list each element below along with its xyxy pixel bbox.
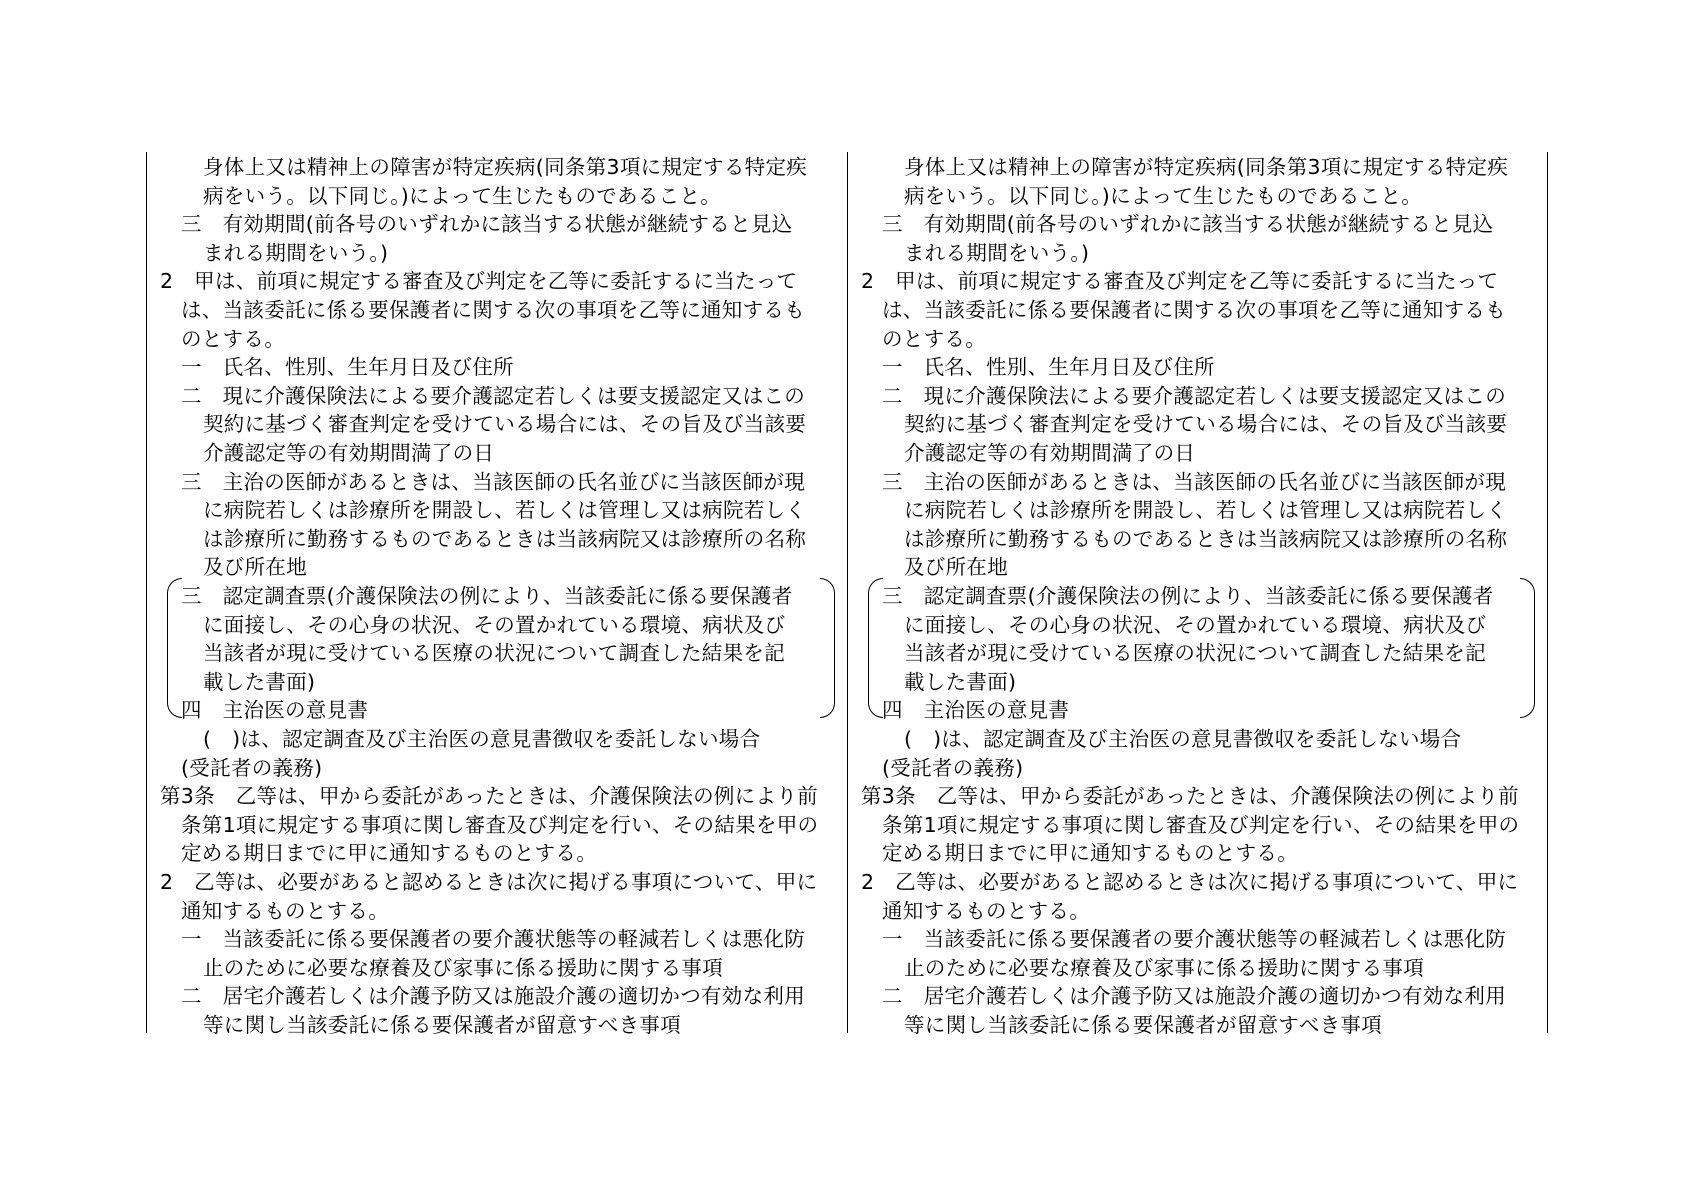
document-line: のとする。 — [181, 326, 285, 351]
document-line: 第3条 乙等は、甲から委託があったときは、介護保険法の例により前 — [861, 784, 1519, 809]
document-line: 身体上又は精神上の障害が特定疾病(同条第3項に規定する特定疾 — [203, 155, 808, 179]
document-line: まれる期間をいう。) — [904, 240, 1090, 265]
document-line: は診療所に勤務するものであるときは当該病院又は診療所の名称 — [904, 526, 1508, 551]
document-line: 及び所在地 — [904, 555, 1008, 580]
document-line: は、当該委託に係る要保護者に関する次の事項を乙等に通知するも — [181, 298, 805, 322]
document-line: 一 氏名、性別、生年月日及び住所 — [181, 355, 514, 380]
document-line: ( )は、認定調査及び主治医の意見書徴収を委託しない場合 — [904, 727, 1462, 751]
document-line: 等に関し当該委託に係る要保護者が留意すべき事項 — [904, 1013, 1382, 1037]
document-line: 定める期日までに甲に通知するものとする。 — [181, 841, 597, 866]
document-line: に病院若しくは診療所を開設し、若しくは管理し又は病院若しく — [203, 498, 807, 523]
document-line: 三 認定調査票(介護保険法の例により、当該委託に係る要保護者 — [882, 584, 1494, 608]
document-line: 介護認定等の有効期間満了の日 — [904, 441, 1196, 465]
document-line: に面接し、その心身の状況、その置かれている環境、病状及び — [904, 612, 1487, 637]
document-line: 身体上又は精神上の障害が特定疾病(同条第3項に規定する特定疾 — [904, 155, 1509, 179]
document-line: 三 認定調査票(介護保険法の例により、当該委託に係る要保護者 — [181, 584, 793, 608]
document-line: (受託者の義務) — [181, 755, 323, 780]
text-column-right — [848, 152, 1548, 1037]
bracket-right-open — [868, 578, 883, 718]
document-line: 病をいう。以下同じ。)によって生じたものであること。 — [203, 183, 722, 208]
document-line: ( )は、認定調査及び主治医の意見書徴収を委託しない場合 — [203, 727, 761, 751]
text-column-left — [147, 152, 847, 1037]
document-line: 二 現に介護保険法による要介護認定若しくは要支援認定又はこの — [882, 383, 1506, 408]
document-line: (受託者の義務) — [882, 755, 1024, 780]
bracket-left-close — [820, 578, 835, 718]
bracket-left-open — [167, 578, 182, 718]
document-line: 及び所在地 — [203, 555, 307, 580]
document-line: 止のために必要な療養及び家事に係る援助に関する事項 — [904, 955, 1424, 980]
document-line: 定める期日までに甲に通知するものとする。 — [882, 841, 1298, 866]
document-line: 止のために必要な療養及び家事に係る援助に関する事項 — [203, 955, 723, 980]
document-line: 当該者が現に受けている医療の状況について調査した結果を記 — [904, 641, 1486, 666]
document-line: のとする。 — [882, 326, 986, 351]
document-line: まれる期間をいう。) — [203, 240, 389, 265]
document-line: 二 居宅介護若しくは介護予防又は施設介護の適切かつ有効な利用 — [882, 984, 1506, 1009]
bracket-right-close — [1520, 578, 1535, 718]
document-line: 病をいう。以下同じ。)によって生じたものであること。 — [904, 183, 1423, 208]
document-line: 三 有効期間(前各号のいずれかに該当する状態が継続すると見込 — [181, 212, 793, 237]
document-line: は診療所に勤務するものであるときは当該病院又は診療所の名称 — [203, 526, 807, 551]
document-line: 一 氏名、性別、生年月日及び住所 — [882, 355, 1215, 380]
document-line: 2 乙等は、必要があると認めるときは次に掲げる事項について、甲に — [160, 870, 818, 894]
document-line: に面接し、その心身の状況、その置かれている環境、病状及び — [203, 612, 786, 637]
document-line: 通知するものとする。 — [181, 898, 389, 923]
document-line: 三 主治の医師があるときは、当該医師の氏名並びに当該医師が現 — [882, 469, 1506, 494]
document-line: 一 当該委託に係る要保護者の要介護状態等の軽減若しくは悪化防 — [181, 927, 805, 952]
document-line: 二 現に介護保険法による要介護認定若しくは要支援認定又はこの — [181, 383, 805, 408]
document-line: 条第1項に規定する事項に関し審査及び判定を行い、その結果を甲の — [882, 812, 1520, 837]
document-line: 当該者が現に受けている医療の状況について調査した結果を記 — [203, 641, 785, 666]
document-line: 通知するものとする。 — [882, 898, 1090, 923]
document-line: 介護認定等の有効期間満了の日 — [203, 441, 495, 465]
document-line: 二 居宅介護若しくは介護予防又は施設介護の適切かつ有効な利用 — [181, 984, 805, 1009]
document-line: は、当該委託に係る要保護者に関する次の事項を乙等に通知するも — [882, 298, 1506, 322]
document-line: に病院若しくは診療所を開設し、若しくは管理し又は病院若しく — [904, 498, 1508, 523]
document-line: 契約に基づく審査判定を受けている場合には、その旨及び当該要 — [904, 412, 1508, 437]
document-line: 契約に基づく審査判定を受けている場合には、その旨及び当該要 — [203, 412, 807, 437]
document-line: 2 甲は、前項に規定する審査及び判定を乙等に委託するに当たって — [160, 269, 798, 294]
document-line: 四 主治医の意見書 — [882, 698, 1070, 723]
document-line: 載した書面) — [203, 669, 316, 694]
document-line: 等に関し当該委託に係る要保護者が留意すべき事項 — [203, 1013, 681, 1037]
document-line: 三 有効期間(前各号のいずれかに該当する状態が継続すると見込 — [882, 212, 1494, 237]
document-line: 三 主治の医師があるときは、当該医師の氏名並びに当該医師が現 — [181, 469, 805, 494]
document-line: 第3条 乙等は、甲から委託があったときは、介護保険法の例により前 — [160, 784, 818, 809]
document-line: 条第1項に規定する事項に関し審査及び判定を行い、その結果を甲の — [181, 812, 819, 837]
document-line: 一 当該委託に係る要保護者の要介護状態等の軽減若しくは悪化防 — [882, 927, 1506, 952]
document-line: 載した書面) — [904, 669, 1017, 694]
document-line: 四 主治医の意見書 — [181, 698, 369, 723]
document-line: 2 乙等は、必要があると認めるときは次に掲げる事項について、甲に — [861, 870, 1519, 894]
document-line: 2 甲は、前項に規定する審査及び判定を乙等に委託するに当たって — [861, 269, 1499, 294]
